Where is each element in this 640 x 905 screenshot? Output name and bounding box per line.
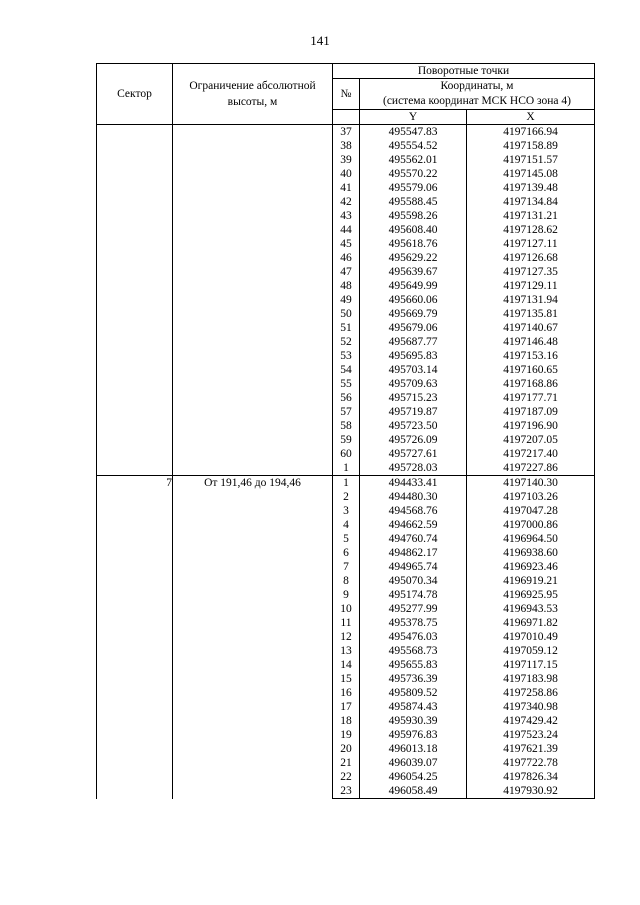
y-coordinate-cell: 495618.76 [360,237,467,251]
point-number-cell: 40 [333,167,360,181]
x-coordinate-cell: 4197134.84 [467,195,595,209]
y-coordinate-cell: 495608.40 [360,223,467,237]
table-row [97,476,595,491]
point-number-cell: 15 [333,672,360,686]
coordinates-table [96,63,595,799]
point-number-cell: 17 [333,700,360,714]
point-number-cell: 48 [333,279,360,293]
point-number-cell: 11 [333,616,360,630]
y-coordinate-cell: 495930.39 [360,714,467,728]
y-coordinate-cell: 494480.30 [360,490,467,504]
x-coordinate-cell: 4197103.26 [467,490,595,504]
x-coordinate-cell: 4197146.48 [467,335,595,349]
header-turning-points: Поворотные точки [333,64,595,79]
point-number-cell: 7 [333,560,360,574]
point-number-cell: 39 [333,153,360,167]
y-coordinate-cell: 495277.99 [360,602,467,616]
point-number-cell: 59 [333,433,360,447]
y-coordinate-cell: 495715.23 [360,391,467,405]
point-number-cell: 5 [333,532,360,546]
header-height-limit [173,64,333,125]
y-coordinate-cell: 495809.52 [360,686,467,700]
y-coordinate-cell: 495703.14 [360,363,467,377]
point-number-cell: 12 [333,630,360,644]
x-coordinate-cell: 4197145.08 [467,167,595,181]
y-coordinate-cell: 495562.01 [360,153,467,167]
header-number: № [333,79,360,110]
y-coordinate-cell: 495547.83 [360,125,467,140]
y-coordinate-cell: 495639.67 [360,265,467,279]
point-number-cell: 46 [333,251,360,265]
y-coordinate-cell: 496054.25 [360,770,467,784]
x-coordinate-cell: 4197227.86 [467,461,595,476]
x-coordinate-cell: 4197153.16 [467,349,595,363]
point-number-cell: 49 [333,293,360,307]
x-coordinate-cell: 4197126.68 [467,251,595,265]
point-number-cell: 53 [333,349,360,363]
sector-cell [97,125,173,476]
point-number-cell: 22 [333,770,360,784]
x-coordinate-cell: 4196938.60 [467,546,595,560]
point-number-cell: 21 [333,756,360,770]
x-coordinate-cell: 4197166.94 [467,125,595,140]
x-coordinate-cell: 4197168.86 [467,377,595,391]
y-coordinate-cell: 495476.03 [360,630,467,644]
point-number-cell: 23 [333,784,360,799]
point-number-cell: 51 [333,321,360,335]
x-coordinate-cell: 4197139.48 [467,181,595,195]
x-coordinate-cell: 4197722.78 [467,756,595,770]
point-number-cell: 52 [333,335,360,349]
x-coordinate-cell: 4197158.89 [467,139,595,153]
point-number-cell: 56 [333,391,360,405]
y-coordinate-cell: 495579.06 [360,181,467,195]
y-coordinate-cell: 495687.77 [360,335,467,349]
y-coordinate-cell: 494433.41 [360,476,467,491]
y-coordinate-cell: 494568.76 [360,504,467,518]
x-coordinate-cell: 4197129.11 [467,279,595,293]
x-coordinate-cell: 4197131.21 [467,209,595,223]
page-number: 141 [310,33,330,48]
x-coordinate-cell: 4197160.65 [467,363,595,377]
x-coordinate-cell: 4197135.81 [467,307,595,321]
y-coordinate-cell: 496058.49 [360,784,467,799]
point-number-cell: 10 [333,602,360,616]
point-number-cell: 18 [333,714,360,728]
x-coordinate-cell: 4197140.67 [467,321,595,335]
x-coordinate-cell: 4197187.09 [467,405,595,419]
y-coordinate-cell: 495723.50 [360,419,467,433]
y-coordinate-cell: 495709.63 [360,377,467,391]
y-coordinate-cell: 495598.26 [360,209,467,223]
x-coordinate-cell: 4196919.21 [467,574,595,588]
point-number-cell: 58 [333,419,360,433]
y-coordinate-cell: 495649.99 [360,279,467,293]
x-coordinate-cell: 4197340.98 [467,700,595,714]
x-coordinate-cell: 4197128.62 [467,223,595,237]
x-coordinate-cell: 4197429.42 [467,714,595,728]
y-coordinate-cell: 495070.34 [360,574,467,588]
header-limit-line1: Ограничение абсолютной [189,80,316,92]
y-coordinate-cell: 495660.06 [360,293,467,307]
x-coordinate-cell: 4197140.30 [467,476,595,491]
x-coordinate-cell: 4197930.92 [467,784,595,799]
y-coordinate-cell: 494862.17 [360,546,467,560]
point-number-cell: 16 [333,686,360,700]
x-coordinate-cell: 4197523.24 [467,728,595,742]
point-number-cell: 1 [333,476,360,491]
point-number-cell: 6 [333,546,360,560]
x-coordinate-cell: 4197196.90 [467,419,595,433]
x-coordinate-cell: 4197183.98 [467,672,595,686]
y-coordinate-cell: 494760.74 [360,532,467,546]
y-coordinate-cell: 495728.03 [360,461,467,476]
y-coordinate-cell: 494965.74 [360,560,467,574]
table-row [97,125,595,140]
y-coordinate-cell: 495679.06 [360,321,467,335]
point-number-cell: 9 [333,588,360,602]
height-limit-cell: От 191,46 до 194,46 [173,476,333,799]
point-number-cell: 43 [333,209,360,223]
point-number-cell: 54 [333,363,360,377]
table-body [97,125,595,799]
x-coordinate-cell: 4197217.40 [467,447,595,461]
y-coordinate-cell: 495629.22 [360,251,467,265]
point-number-cell: 20 [333,742,360,756]
x-coordinate-cell: 4197151.57 [467,153,595,167]
point-number-cell: 41 [333,181,360,195]
header-number-spacer [333,110,360,125]
point-number-cell: 44 [333,223,360,237]
y-coordinate-cell: 496039.07 [360,756,467,770]
x-coordinate-cell: 4197127.35 [467,265,595,279]
x-coordinate-cell: 4196943.53 [467,602,595,616]
y-coordinate-cell: 495655.83 [360,658,467,672]
y-coordinate-cell: 495174.78 [360,588,467,602]
point-number-cell: 14 [333,658,360,672]
point-number-cell: 45 [333,237,360,251]
point-number-cell: 38 [333,139,360,153]
point-number-cell: 1 [333,461,360,476]
point-number-cell: 19 [333,728,360,742]
point-number-cell: 50 [333,307,360,321]
y-coordinate-cell: 496013.18 [360,742,467,756]
y-coordinate-cell: 495727.61 [360,447,467,461]
x-coordinate-cell: 4197621.39 [467,742,595,756]
header-coords-line2: (система координат МСК НСО зона 4) [360,94,595,110]
point-number-cell: 37 [333,125,360,140]
y-coordinate-cell: 495570.22 [360,167,467,181]
height-limit-cell [173,125,333,476]
sector-cell: 7 [97,476,173,799]
x-coordinate-cell: 4196971.82 [467,616,595,630]
point-number-cell: 42 [333,195,360,209]
y-coordinate-cell: 495719.87 [360,405,467,419]
x-coordinate-cell: 4197047.28 [467,504,595,518]
y-coordinate-cell: 495695.83 [360,349,467,363]
header-x: X [467,110,595,125]
point-number-cell: 13 [333,644,360,658]
header-sector: Сектор [97,64,173,125]
header-coords-line1: Координаты, м [360,79,595,95]
x-coordinate-cell: 4196923.46 [467,560,595,574]
point-number-cell: 2 [333,490,360,504]
header-y: Y [360,110,467,125]
y-coordinate-cell: 495976.83 [360,728,467,742]
x-coordinate-cell: 4197010.49 [467,630,595,644]
x-coordinate-cell: 4196964.50 [467,532,595,546]
x-coordinate-cell: 4197059.12 [467,644,595,658]
point-number-cell: 4 [333,518,360,532]
x-coordinate-cell: 4197826.34 [467,770,595,784]
x-coordinate-cell: 4197258.86 [467,686,595,700]
x-coordinate-cell: 4197177.71 [467,391,595,405]
x-coordinate-cell: 4197117.15 [467,658,595,672]
y-coordinate-cell: 495554.52 [360,139,467,153]
point-number-cell: 55 [333,377,360,391]
table-header [97,64,595,125]
y-coordinate-cell: 495588.45 [360,195,467,209]
x-coordinate-cell: 4197000.86 [467,518,595,532]
y-coordinate-cell: 494662.59 [360,518,467,532]
y-coordinate-cell: 495726.09 [360,433,467,447]
x-coordinate-cell: 4197207.05 [467,433,595,447]
header-limit-line2: высоты, м [227,96,278,108]
y-coordinate-cell: 495736.39 [360,672,467,686]
y-coordinate-cell: 495568.73 [360,644,467,658]
y-coordinate-cell: 495378.75 [360,616,467,630]
point-number-cell: 60 [333,447,360,461]
point-number-cell: 47 [333,265,360,279]
x-coordinate-cell: 4196925.95 [467,588,595,602]
y-coordinate-cell: 495669.79 [360,307,467,321]
point-number-cell: 8 [333,574,360,588]
point-number-cell: 57 [333,405,360,419]
y-coordinate-cell: 495874.43 [360,700,467,714]
x-coordinate-cell: 4197131.94 [467,293,595,307]
point-number-cell: 3 [333,504,360,518]
x-coordinate-cell: 4197127.11 [467,237,595,251]
